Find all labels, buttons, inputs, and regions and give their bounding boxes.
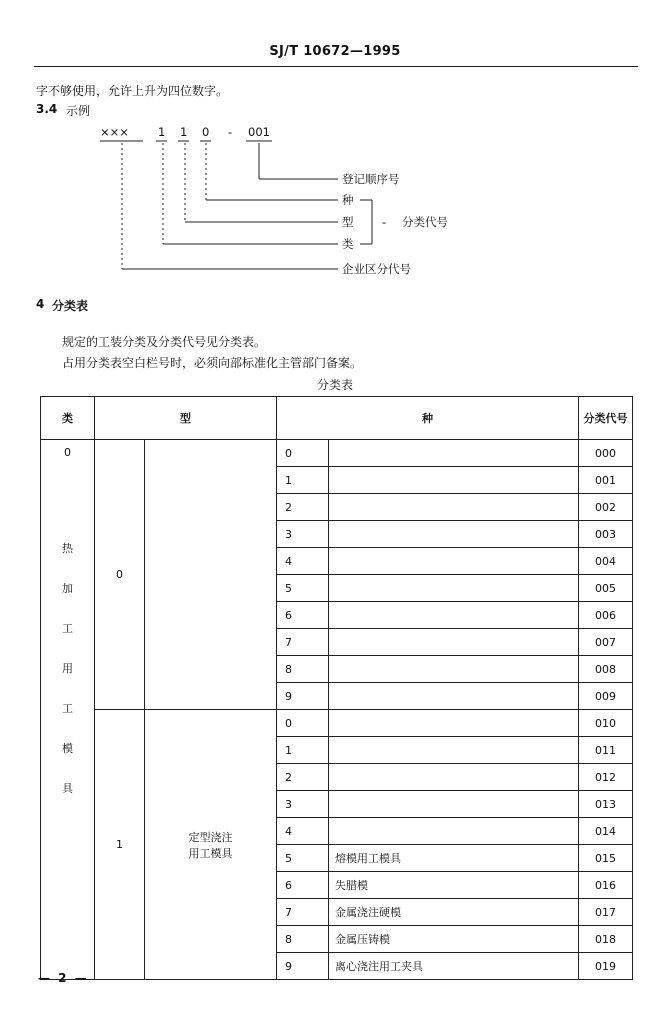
page-number: — 2 —: [38, 971, 89, 985]
table-header-row: [41, 397, 633, 440]
kind-number: 1: [277, 737, 329, 764]
classification-code: 016: [579, 872, 633, 899]
class-name-char: 热: [62, 542, 73, 555]
paragraph-1: 规定的工装分类及分类代号见分类表。: [62, 335, 267, 349]
kind-number: 0: [277, 710, 329, 737]
label-company-code: 企业区分代号: [342, 262, 411, 276]
classification-code: 010: [579, 710, 633, 737]
classification-code: 002: [579, 494, 633, 521]
kind-number: 8: [277, 926, 329, 953]
class-name-char: 模: [62, 742, 73, 755]
section-3-4-title: 示例: [66, 104, 91, 118]
class-name-char: 加: [62, 582, 73, 595]
type-code: 0: [95, 440, 145, 710]
kind-number: 9: [277, 683, 329, 710]
kind-number: 3: [277, 521, 329, 548]
type-name: [145, 710, 277, 980]
kind-name: 离心浇注用工夹具: [329, 953, 579, 980]
kind-name: 金属浇注硬模: [329, 899, 579, 926]
header-type: 型: [95, 397, 277, 440]
header-code: 分类代号: [579, 397, 633, 440]
classification-code: 004: [579, 548, 633, 575]
paragraph-2: 占用分类表空白栏号时，必须向部标准化主管部门备案。: [62, 356, 363, 370]
classification-code: 005: [579, 575, 633, 602]
kind-number: 2: [277, 494, 329, 521]
class-code: 0: [64, 446, 71, 459]
class-name-char: 用: [62, 662, 73, 675]
classification-code: 006: [579, 602, 633, 629]
class-name: [41, 529, 94, 809]
table-body: [41, 440, 633, 980]
kind-name: 金属压铸模: [329, 926, 579, 953]
group-dash: -: [382, 215, 387, 229]
classification-code: 017: [579, 899, 633, 926]
class-cell: [41, 440, 95, 980]
label-serial-number: 登记顺序号: [342, 172, 400, 186]
classification-code: 015: [579, 845, 633, 872]
header-kind: 种: [277, 397, 579, 440]
kind-number: 1: [277, 467, 329, 494]
class-name-char: 具: [62, 782, 73, 795]
kind-number: 6: [277, 602, 329, 629]
classification-code: 007: [579, 629, 633, 656]
section-3-4-number: 3.4: [36, 102, 58, 116]
code-part-company: ×××: [100, 125, 129, 139]
kind-number: 4: [277, 548, 329, 575]
kind-number: 4: [277, 818, 329, 845]
type-name-line: 定型浇注: [188, 830, 233, 844]
kind-number: 3: [277, 791, 329, 818]
classification-code: 000: [579, 440, 633, 467]
kind-number: 9: [277, 953, 329, 980]
classification-code: 014: [579, 818, 633, 845]
kind-name: [329, 494, 579, 521]
class-name-char: 工: [62, 622, 73, 635]
type-code: 1: [95, 710, 145, 980]
class-name-char: 工: [62, 702, 73, 715]
kind-name: 失腊模: [329, 872, 579, 899]
kind-name: [329, 656, 579, 683]
leader-lines: [122, 143, 372, 269]
code-part-type: 1: [180, 125, 188, 139]
classification-code: 018: [579, 926, 633, 953]
kind-number: 6: [277, 872, 329, 899]
kind-name: [329, 791, 579, 818]
kind-name: [329, 764, 579, 791]
kind-number: 5: [277, 575, 329, 602]
type-name-line: 用工模具: [188, 846, 233, 860]
kind-name: 熔模用工模具: [329, 845, 579, 872]
kind-number: 7: [277, 899, 329, 926]
kind-number: 5: [277, 845, 329, 872]
code-part-serial: 001: [248, 125, 270, 139]
kind-number: 2: [277, 764, 329, 791]
classification-code: 013: [579, 791, 633, 818]
classification-code: 009: [579, 683, 633, 710]
code-part-dash: -: [228, 125, 233, 139]
kind-number: 8: [277, 656, 329, 683]
code-part-kind: 0: [202, 125, 210, 139]
label-type: 型: [342, 215, 354, 229]
page-header-title: SJ/T 10672—1995: [269, 44, 401, 59]
kind-name: [329, 440, 579, 467]
table-row: [41, 440, 633, 467]
kind-number: 0: [277, 440, 329, 467]
table-row: [41, 710, 633, 737]
classification-code: 011: [579, 737, 633, 764]
classification-code: 012: [579, 764, 633, 791]
intro-line: 字不够使用，允许上升为四位数字。: [36, 84, 229, 98]
classification-table: [40, 396, 633, 980]
classification-code: 008: [579, 656, 633, 683]
table-caption: 分类表: [316, 378, 353, 392]
kind-name: [329, 521, 579, 548]
kind-name: [329, 602, 579, 629]
type-name: [145, 440, 277, 710]
header-class: 类: [41, 397, 95, 440]
kind-name: [329, 548, 579, 575]
kind-number: 7: [277, 629, 329, 656]
classification-code: 003: [579, 521, 633, 548]
kind-name: [329, 710, 579, 737]
classification-code: 019: [579, 953, 633, 980]
code-structure-diagram: [0, 0, 670, 300]
kind-name: [329, 683, 579, 710]
kind-name: [329, 575, 579, 602]
kind-name: [329, 467, 579, 494]
label-class: 类: [342, 237, 354, 251]
kind-name: [329, 818, 579, 845]
classification-code: 001: [579, 467, 633, 494]
section-4-number: 4: [36, 297, 45, 311]
section-4-title: 分类表: [52, 299, 89, 313]
label-classification-code: 分类代号: [402, 215, 448, 229]
label-kind: 种: [342, 193, 354, 207]
kind-name: [329, 737, 579, 764]
kind-name: [329, 629, 579, 656]
code-part-class: 1: [158, 125, 166, 139]
